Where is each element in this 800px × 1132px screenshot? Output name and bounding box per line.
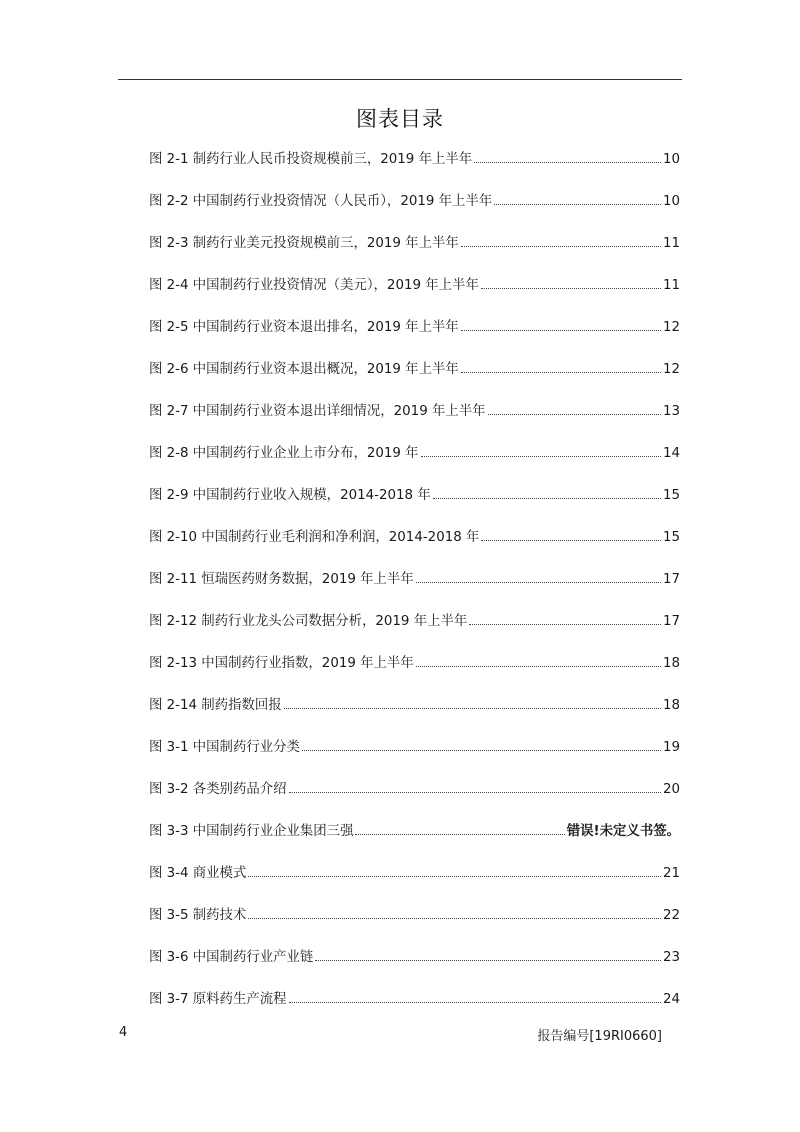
dot-leader <box>461 316 661 331</box>
toc-entry-label: 图 2-11 恒瑞医药财务数据，2019 年上半年 <box>149 572 414 587</box>
toc-entry-page: 22 <box>662 908 680 923</box>
toc-entry-page: 17 <box>662 614 680 629</box>
dot-leader <box>461 232 661 247</box>
dot-leader <box>289 778 661 793</box>
toc-entry[interactable] <box>149 400 680 442</box>
dot-leader <box>433 484 661 499</box>
toc-entry[interactable] <box>149 904 680 946</box>
page-title: 图表目录 <box>356 107 444 131</box>
toc-entry[interactable] <box>149 946 680 988</box>
toc-entry-page: 17 <box>662 572 680 587</box>
dot-leader <box>315 946 661 961</box>
toc-entry-page: 12 <box>662 362 680 377</box>
toc-entry-label: 图 3-6 中国制药行业产业链 <box>149 950 314 965</box>
toc-entry[interactable] <box>149 694 680 736</box>
dot-leader <box>289 988 661 1003</box>
report-id: 报告编号[19RI0660] <box>537 1029 662 1044</box>
dot-leader <box>248 862 661 877</box>
header-rule <box>118 79 682 80</box>
toc-entry-label: 图 2-6 中国制药行业资本退出概况，2019 年上半年 <box>149 362 459 377</box>
toc-entry-page: 15 <box>662 530 680 545</box>
page-number: 4 <box>119 1025 128 1040</box>
dot-leader <box>284 694 661 709</box>
toc-entry[interactable] <box>149 316 680 358</box>
toc-entry-page: 10 <box>662 152 680 167</box>
toc-entry-page: 14 <box>662 446 680 461</box>
toc-entry-page: 23 <box>662 950 680 965</box>
toc-entry-page: 19 <box>662 740 680 755</box>
toc-entry-label: 图 2-14 制药指数回报 <box>149 698 282 713</box>
toc-entry[interactable] <box>149 358 680 400</box>
dot-leader <box>302 736 661 751</box>
toc-entry-label: 图 2-2 中国制药行业投资情况（人民币），2019 年上半年 <box>149 194 493 209</box>
toc-entry-label: 图 2-5 中国制药行业资本退出排名，2019 年上半年 <box>149 320 459 335</box>
toc-entry-label: 图 2-13 中国制药行业指数，2019 年上半年 <box>149 656 414 671</box>
toc-entry-page: 10 <box>662 194 680 209</box>
toc-entry-label: 图 3-7 原料药生产流程 <box>149 992 287 1007</box>
toc-entry-label: 图 3-3 中国制药行业企业集团三强 <box>149 824 354 839</box>
dot-leader <box>416 568 661 583</box>
toc-entry[interactable] <box>149 988 680 1030</box>
toc-entry-label: 图 2-8 中国制药行业企业上市分布，2019 年 <box>149 446 419 461</box>
toc-entry-page: 18 <box>662 656 680 671</box>
toc-entry-label: 图 3-1 中国制药行业分类 <box>149 740 300 755</box>
toc-entry[interactable] <box>149 274 680 316</box>
toc-entry-label: 图 2-7 中国制药行业资本退出详细情况，2019 年上半年 <box>149 404 486 419</box>
dot-leader <box>461 358 661 373</box>
toc-entry-page: 18 <box>662 698 680 713</box>
toc-entry-page: 11 <box>662 278 680 293</box>
dot-leader <box>248 904 661 919</box>
toc-entry[interactable] <box>149 736 680 778</box>
dot-leader <box>481 274 661 289</box>
toc-entry[interactable] <box>149 190 680 232</box>
toc-entry-page: 21 <box>662 866 680 881</box>
toc-entry-label: 图 2-10 中国制药行业毛利润和净利润，2014-2018 年 <box>149 530 480 545</box>
toc-entry[interactable] <box>149 778 680 820</box>
toc-entry-page: 12 <box>662 320 680 335</box>
toc-entry[interactable] <box>149 862 680 904</box>
toc-entry[interactable] <box>149 820 680 862</box>
toc-entry[interactable] <box>149 568 680 610</box>
toc-entry[interactable] <box>149 652 680 694</box>
toc-entry-page: 20 <box>662 782 680 797</box>
dot-leader <box>488 400 661 415</box>
toc-entry[interactable] <box>149 484 680 526</box>
dot-leader <box>494 190 661 205</box>
toc-entry-label: 图 3-2 各类别药品介绍 <box>149 782 287 797</box>
toc-entry-label: 图 2-9 中国制药行业收入规模，2014-2018 年 <box>149 488 431 503</box>
dot-leader <box>416 652 661 667</box>
dot-leader <box>474 148 661 163</box>
dot-leader <box>481 526 661 541</box>
toc-entry-page: 24 <box>662 992 680 1007</box>
toc-entry-page: 13 <box>662 404 680 419</box>
dot-leader <box>469 610 661 625</box>
dot-leader <box>421 442 661 457</box>
toc-entry-page: 错误!未定义书签。 <box>566 824 680 839</box>
toc-entry-label: 图 3-4 商业模式 <box>149 866 247 881</box>
figure-index-list <box>149 148 680 1030</box>
toc-entry-label: 图 2-3 制药行业美元投资规模前三，2019 年上半年 <box>149 236 459 251</box>
toc-entry-label: 图 3-5 制药技术 <box>149 908 247 923</box>
toc-entry-label: 图 2-1 制药行业人民币投资规模前三，2019 年上半年 <box>149 152 473 167</box>
toc-entry-label: 图 2-4 中国制药行业投资情况（美元），2019 年上半年 <box>149 278 479 293</box>
toc-entry[interactable] <box>149 610 680 652</box>
toc-entry[interactable] <box>149 148 680 190</box>
toc-entry-page: 15 <box>662 488 680 503</box>
toc-entry[interactable] <box>149 442 680 484</box>
toc-entry-label: 图 2-12 制药行业龙头公司数据分析，2019 年上半年 <box>149 614 468 629</box>
toc-entry[interactable] <box>149 526 680 568</box>
dot-leader <box>355 820 564 835</box>
toc-entry-page: 11 <box>662 236 680 251</box>
toc-entry[interactable] <box>149 232 680 274</box>
